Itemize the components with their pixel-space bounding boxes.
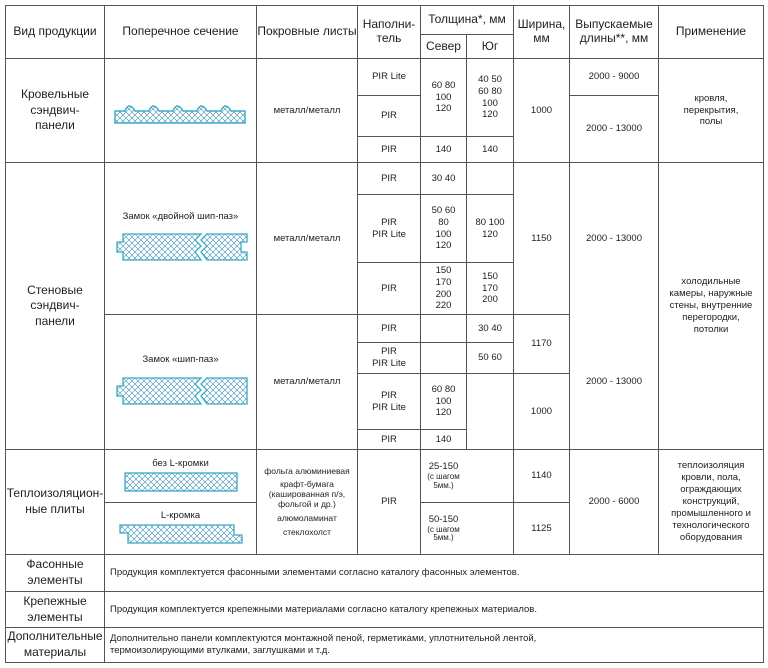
roof-filler-3: PIR [381, 143, 397, 155]
extra-text: Дополнительно панели комплектуются монтажной пеной, герметиками, уплотнительной лентой, термоизолирующими втулками, заглушками и т.д. [110, 633, 537, 656]
insul-board-plain-drawing [121, 470, 241, 494]
roof-north-last: 140 [435, 143, 452, 155]
insul-range-1: 25-150 [428, 461, 459, 473]
roof-length-1: 2000 - 9000 [588, 71, 640, 83]
roof-south-last: 140 [482, 143, 498, 155]
insul-board-l-edge-drawing [116, 521, 246, 547]
roof-length-2: 2000 - 13000 [586, 123, 642, 135]
insul-edge-1-label: без L-кромки [152, 458, 209, 470]
insul-cross-section-2 [105, 503, 256, 554]
header-thickness: Толщина*, мм [428, 12, 506, 27]
insul-cover-fiberglass: стеклохолст [282, 526, 332, 537]
insul-width-2: 1125 [531, 522, 552, 534]
insul-cross-section-1 [105, 450, 256, 502]
header-cross-section: Поперечное сечение [122, 24, 239, 39]
wall-width-a: 1150 [531, 232, 552, 244]
wall-lock-1-label: Замок «двойной шип-паз» [122, 210, 239, 222]
insul-thickness-1 [421, 450, 466, 502]
roof-cross-section [105, 59, 256, 162]
insul-filler: PIR [381, 496, 397, 508]
wall-cross-section-1 [105, 163, 256, 314]
roof-south-main: 40 50 60 80 100 120 [478, 73, 502, 121]
fasteners-text: Продукция комплектуется крепежными материалами согласно каталогу крепежных материалов. [110, 603, 537, 615]
insul-cover-kraft: крафт-бумага (кашированная п/э, фольгой и др.) [268, 479, 346, 509]
wall-south-b1: 30 40 [478, 322, 502, 334]
roof-application: кровля, перекрытия, полы [683, 92, 739, 128]
roof-panel-drawing [111, 91, 251, 131]
wall-cover-2: металл/металл [273, 376, 341, 388]
header-application: Применение [675, 24, 747, 39]
wall-filler-b3: PIR PIR Lite [372, 389, 406, 413]
insul-step-2: (с шагом 5мм.) [427, 524, 460, 543]
shaped-text: Продукция комплектуется фасонными элементами согласно каталогу фасонных элементов. [110, 567, 520, 579]
wall-lengths-a: 2000 - 13000 [586, 232, 642, 244]
insul-width-1: 1140 [531, 470, 552, 482]
wall-filler-a2: PIR PIR Lite [372, 216, 406, 240]
header-lengths: Выпускаемые длины**, мм [575, 17, 653, 45]
insul-product: Теплоизоляцион-ные плиты [6, 486, 104, 516]
wall-north-b3: 60 80 100 120 [431, 383, 456, 419]
header-width: Ширина, мм [517, 17, 566, 45]
wall-width-b1: 1170 [531, 338, 552, 350]
wall-south-b2: 50 60 [478, 352, 502, 364]
wall-lengths-b: 2000 - 13000 [586, 376, 642, 388]
wall-south-a3: 150 170 200 [482, 270, 498, 306]
wall-filler-b2: PIR PIR Lite [372, 346, 406, 369]
wall-application: холодильные камеры, наружные стены, внутренние перегородки, потолки [669, 276, 753, 335]
wall-filler-b4: PIR [381, 433, 397, 445]
wall-panel-double-lock-drawing [111, 228, 251, 266]
insul-step-1: (с шагом 5мм.) [427, 472, 460, 490]
header-filler: Наполни-тель [362, 17, 416, 45]
header-product-type: Вид продукции [13, 24, 97, 39]
insul-lengths: 2000 - 6000 [588, 496, 640, 508]
wall-north-b4: 140 [435, 433, 452, 445]
header-south: Юг [481, 38, 499, 53]
wall-south-a2: 80 100 120 [475, 216, 505, 240]
shaped-label: Фасонные элементы [26, 557, 84, 587]
roof-width: 1000 [530, 104, 553, 116]
wall-filler-a3: PIR [381, 282, 397, 294]
insul-thickness-2 [421, 503, 466, 554]
extra-label: Дополнительные материалы [7, 629, 103, 659]
wall-cross-section-2 [105, 315, 256, 449]
wall-north-a1: 30 40 [431, 172, 456, 184]
insul-range-2: 50-150 [428, 513, 459, 525]
wall-lock-2-label: Замок «шип-паз» [142, 354, 219, 366]
roof-north-main: 60 80 100 120 [431, 79, 456, 115]
wall-filler-b1: PIR [381, 322, 397, 334]
insul-cover-foil: фольга алюминиевая [264, 465, 350, 476]
wall-cover-1: металл/металл [273, 232, 341, 244]
wall-panel-single-lock-drawing [111, 372, 251, 410]
roof-product: Кровельные сэндвич-панели [20, 87, 90, 133]
wall-north-a3: 150 170 200 220 [435, 264, 452, 312]
roof-filler-2: PIR [381, 110, 397, 122]
fasteners-label: Крепежные элементы [23, 593, 87, 624]
insul-application: теплоизоляция кровли, пола, ограждающих конструкций, промышленного и технологического оборудования [671, 460, 751, 543]
header-cover-sheets: Покровные листы [257, 24, 357, 39]
insul-cover-alu-laminate: алюмоламинат [277, 512, 337, 523]
insul-edge-2-label: L-кромка [160, 509, 201, 521]
insul-covers [257, 450, 357, 554]
header-north: Север [426, 38, 461, 53]
wall-north-a2: 50 60 80 100 120 [431, 204, 456, 252]
wall-filler-a1: PIR [381, 172, 397, 184]
wall-product: Стеновые сэндвич-панели [27, 282, 83, 328]
roof-cover: металл/металл [273, 104, 341, 116]
roof-filler-1: PIR Lite [372, 71, 406, 83]
wall-width-b2: 1000 [530, 405, 553, 417]
